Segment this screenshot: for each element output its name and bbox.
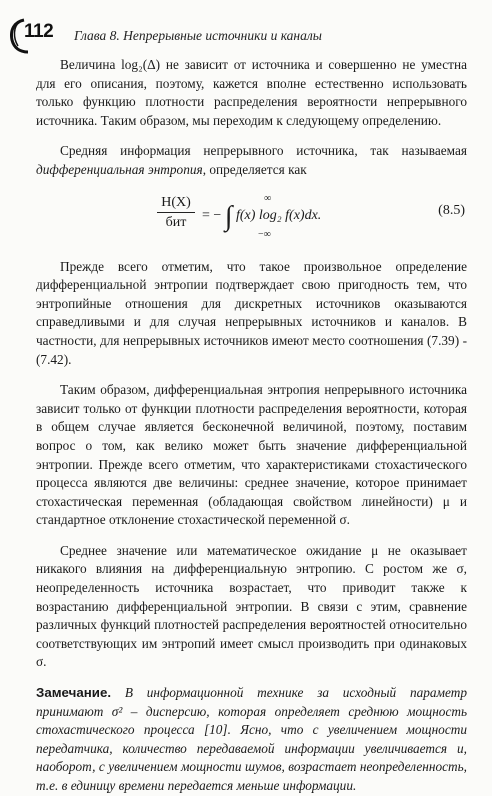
page-body [36, 56, 467, 796]
page-number: 112 [24, 21, 54, 42]
running-head: Глава 8. Непрерывные источники и каналы [74, 28, 322, 43]
paragraph-3: Прежде всего отметим, что такое произвольное определение дифференциальной энтропии подтверждает свою пригодность тем, что энтропийные отношения для дискретных источников оказываются справедливыми и для случая непрерывных источников и каналов. В частности, для непрерывных источников имеют место соотношения (7.39) - (7.42). [36, 258, 467, 367]
remark-text: В информационной технике за исходный параметр принимают σ² – дисперсию, которая определяет среднюю мощность стохастического процесса [10]. Ясно, что с увеличением мощности передатчика, количество передаваемой информации увеличивается и, наоборот, с увеличением мощности шумов, возрастает неопределенность, т.е. в единицу времени передается меньше информации. [36, 685, 467, 793]
formula-numerator: H(X) [161, 194, 191, 210]
formula-denominator: бит [165, 214, 187, 230]
formula-integrand: f(x) log₂ f(x)dx. [235, 207, 322, 223]
page-header [10, 16, 480, 54]
paragraph-2-text: Средняя информация непрерывного источника, так называемая [60, 143, 467, 159]
fraction-bar [157, 212, 195, 213]
formula-rhs [202, 200, 322, 232]
term-differential-entropy: дифференциальная энтропия [36, 161, 203, 177]
remark-label: Замечание. [36, 685, 112, 701]
integral-lower-limit: −∞ [258, 228, 271, 240]
paragraph-5: Среднее значение или математическое ожидание μ не оказывает никакого влияния на дифференциальную энтропию. С ростом же σ, неопределенность источника возрастает, что приводит также к возрастанию дифференциальной энтропии. В связи с этим, сравнение различных функций плотностей распределения вероятностей относительно соответствующих им энтропий имеет смысл производить при одинаковых σ. [36, 542, 467, 670]
paragraph-2 [36, 142, 467, 179]
integral-icon: ∫ [224, 200, 233, 232]
integral-upper-limit: ∞ [264, 192, 272, 204]
equation-number: (8.5) [438, 202, 465, 218]
formula-equals-minus: = − [202, 207, 222, 223]
paragraph-4: Таким образом, дифференциальная энтропия непрерывного источника зависит только от функции плотности распределения вероятности, которая в общем случае является бесконечной величиной, поэтому, поставим вопрос о том, как велико может быть значение дифференциальной энтропии. Прежде всего отметим, что характеристиками стохастического процесса являются две величины: среднее значение, которое принимает стохастическая переменная (обладающая свойством линейности) μ и стандартное отклонение стохастической переменной σ. [36, 382, 467, 528]
paragraph-2-tail: , определяется как [202, 161, 307, 177]
paragraph-1: Величина log₂(Δ) не зависит от источника и совершенно не уместна для его описания, поэтому, кажется вполне естественно использовать только функцию плотности распределения вероятности непрерывного источника. Таким образом, мы переходим к следующему определению. [36, 57, 467, 128]
remark-block [36, 684, 467, 796]
equation-8-5 [36, 190, 467, 246]
